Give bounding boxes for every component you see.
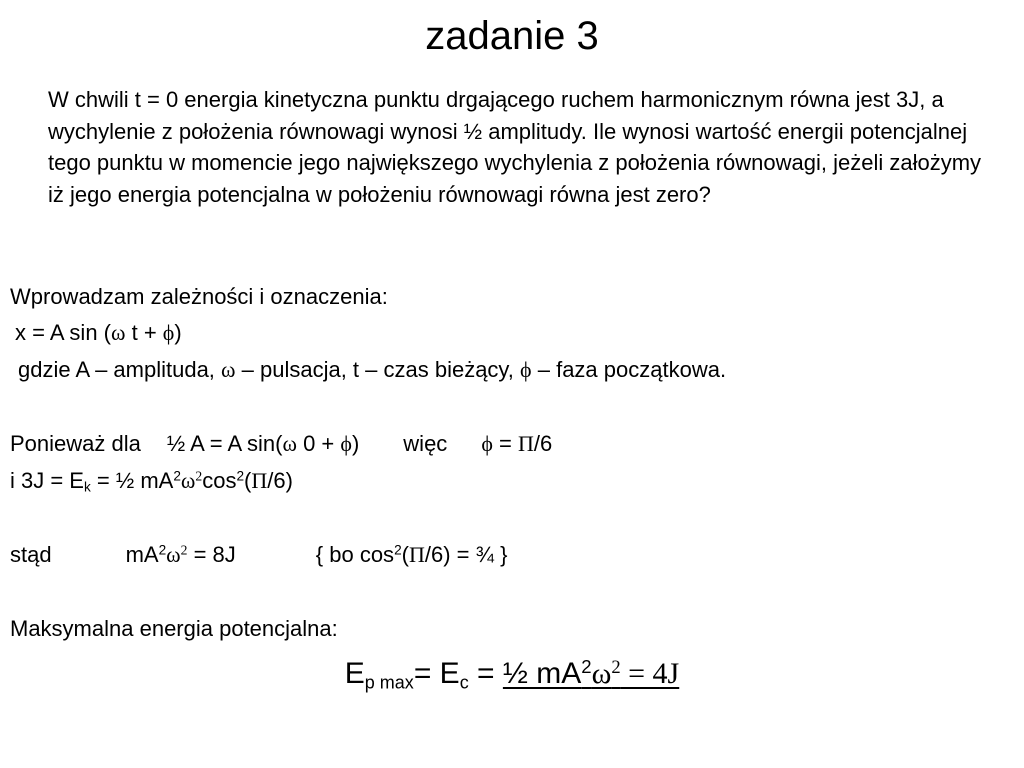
final-answer-text: ½ mA [502,657,582,690]
hence-text: /6) = ¾ } [424,542,508,567]
pi-symbol: Π [251,468,268,493]
final-text: = [468,657,503,690]
because-text: ½ A = A sin( [166,431,283,456]
phi-symbol: ϕ [481,431,493,456]
hence-text: = 8J [187,542,236,567]
because-text: = [492,431,518,456]
omega-symbol: ω [282,431,297,456]
formula-text: ) [174,320,182,345]
subscript-k: k [83,479,91,495]
because-text: więc [403,431,448,456]
omega-symbol: ω [591,657,612,690]
hence-text: stąd [10,542,52,567]
intro-line: Wprowadzam zależności i oznaczenia: [10,284,388,309]
energy-text: cos [202,468,237,493]
energy-text: ( [244,468,252,493]
hence-text: { bo cos [315,542,395,567]
omega-symbol: ω [166,542,181,567]
hence-line [10,541,507,569]
because-text: /6 [533,431,553,456]
superscript: 2 [236,468,245,484]
omega-symbol: ω [221,357,236,382]
pi-symbol: Π [517,431,534,456]
definitions-text: – faza początkowa. [531,357,727,382]
because-line [10,430,552,458]
superscript: 2 [180,542,188,558]
definitions-line [10,356,726,384]
phi-symbol: ϕ [162,320,175,345]
max-energy-label: Maksymalna energia potencjalna: [10,616,338,641]
subscript-p-max: p max [364,672,414,693]
final-result [0,654,1024,694]
superscript: 2 [195,468,203,484]
energy-text: /6) [267,468,293,493]
definitions-text: – pulsacja, t – czas bieżący, [235,357,521,382]
energy-line [10,467,293,495]
phi-symbol: ϕ [340,431,352,456]
because-text: 0 + [296,431,341,456]
superscript: 2 [394,542,402,558]
superscript: 2 [611,656,621,678]
formula-text: x = A sin ( [15,320,111,345]
slide-title: zadanie 3 [425,14,599,58]
because-text: ) [351,431,360,456]
energy-text: i 3J = E [10,468,84,493]
because-text: Ponieważ dla [10,431,141,456]
formula-text: t + [125,320,163,345]
superscript: 2 [158,542,167,558]
formula-displacement [10,319,182,347]
superscript: 2 [581,655,592,677]
hence-text: mA [125,542,159,567]
pi-symbol: Π [408,542,425,567]
omega-symbol: ω [111,320,126,345]
final-answer-text: = 4J [620,657,680,690]
final-text: = E [413,657,460,690]
hence-text: ( [401,542,409,567]
omega-symbol: ω [180,468,196,493]
superscript: 2 [173,468,181,484]
final-text: E [344,657,365,690]
problem-statement: W chwili t = 0 energia kinetyczna punktu drgającego ruchem harmonicznym równa jest 3J, a wychylenie z położenia równowagi wynosi ½ amplitudy. Ile wynosi wartość energii potencjalnej tego punktu w momencie jego największego wychylenia z położenia równowagi, jeżeli założymy iż jego energia potencjalna w położeniu równowagi równa jest zero? [48,87,982,207]
subscript-c: c [459,672,469,693]
energy-text: = ½ mA [90,468,174,493]
final-answer [503,657,679,690]
phi-symbol: ϕ [520,357,532,382]
definitions-text: gdzie A – amplituda, [18,357,222,382]
